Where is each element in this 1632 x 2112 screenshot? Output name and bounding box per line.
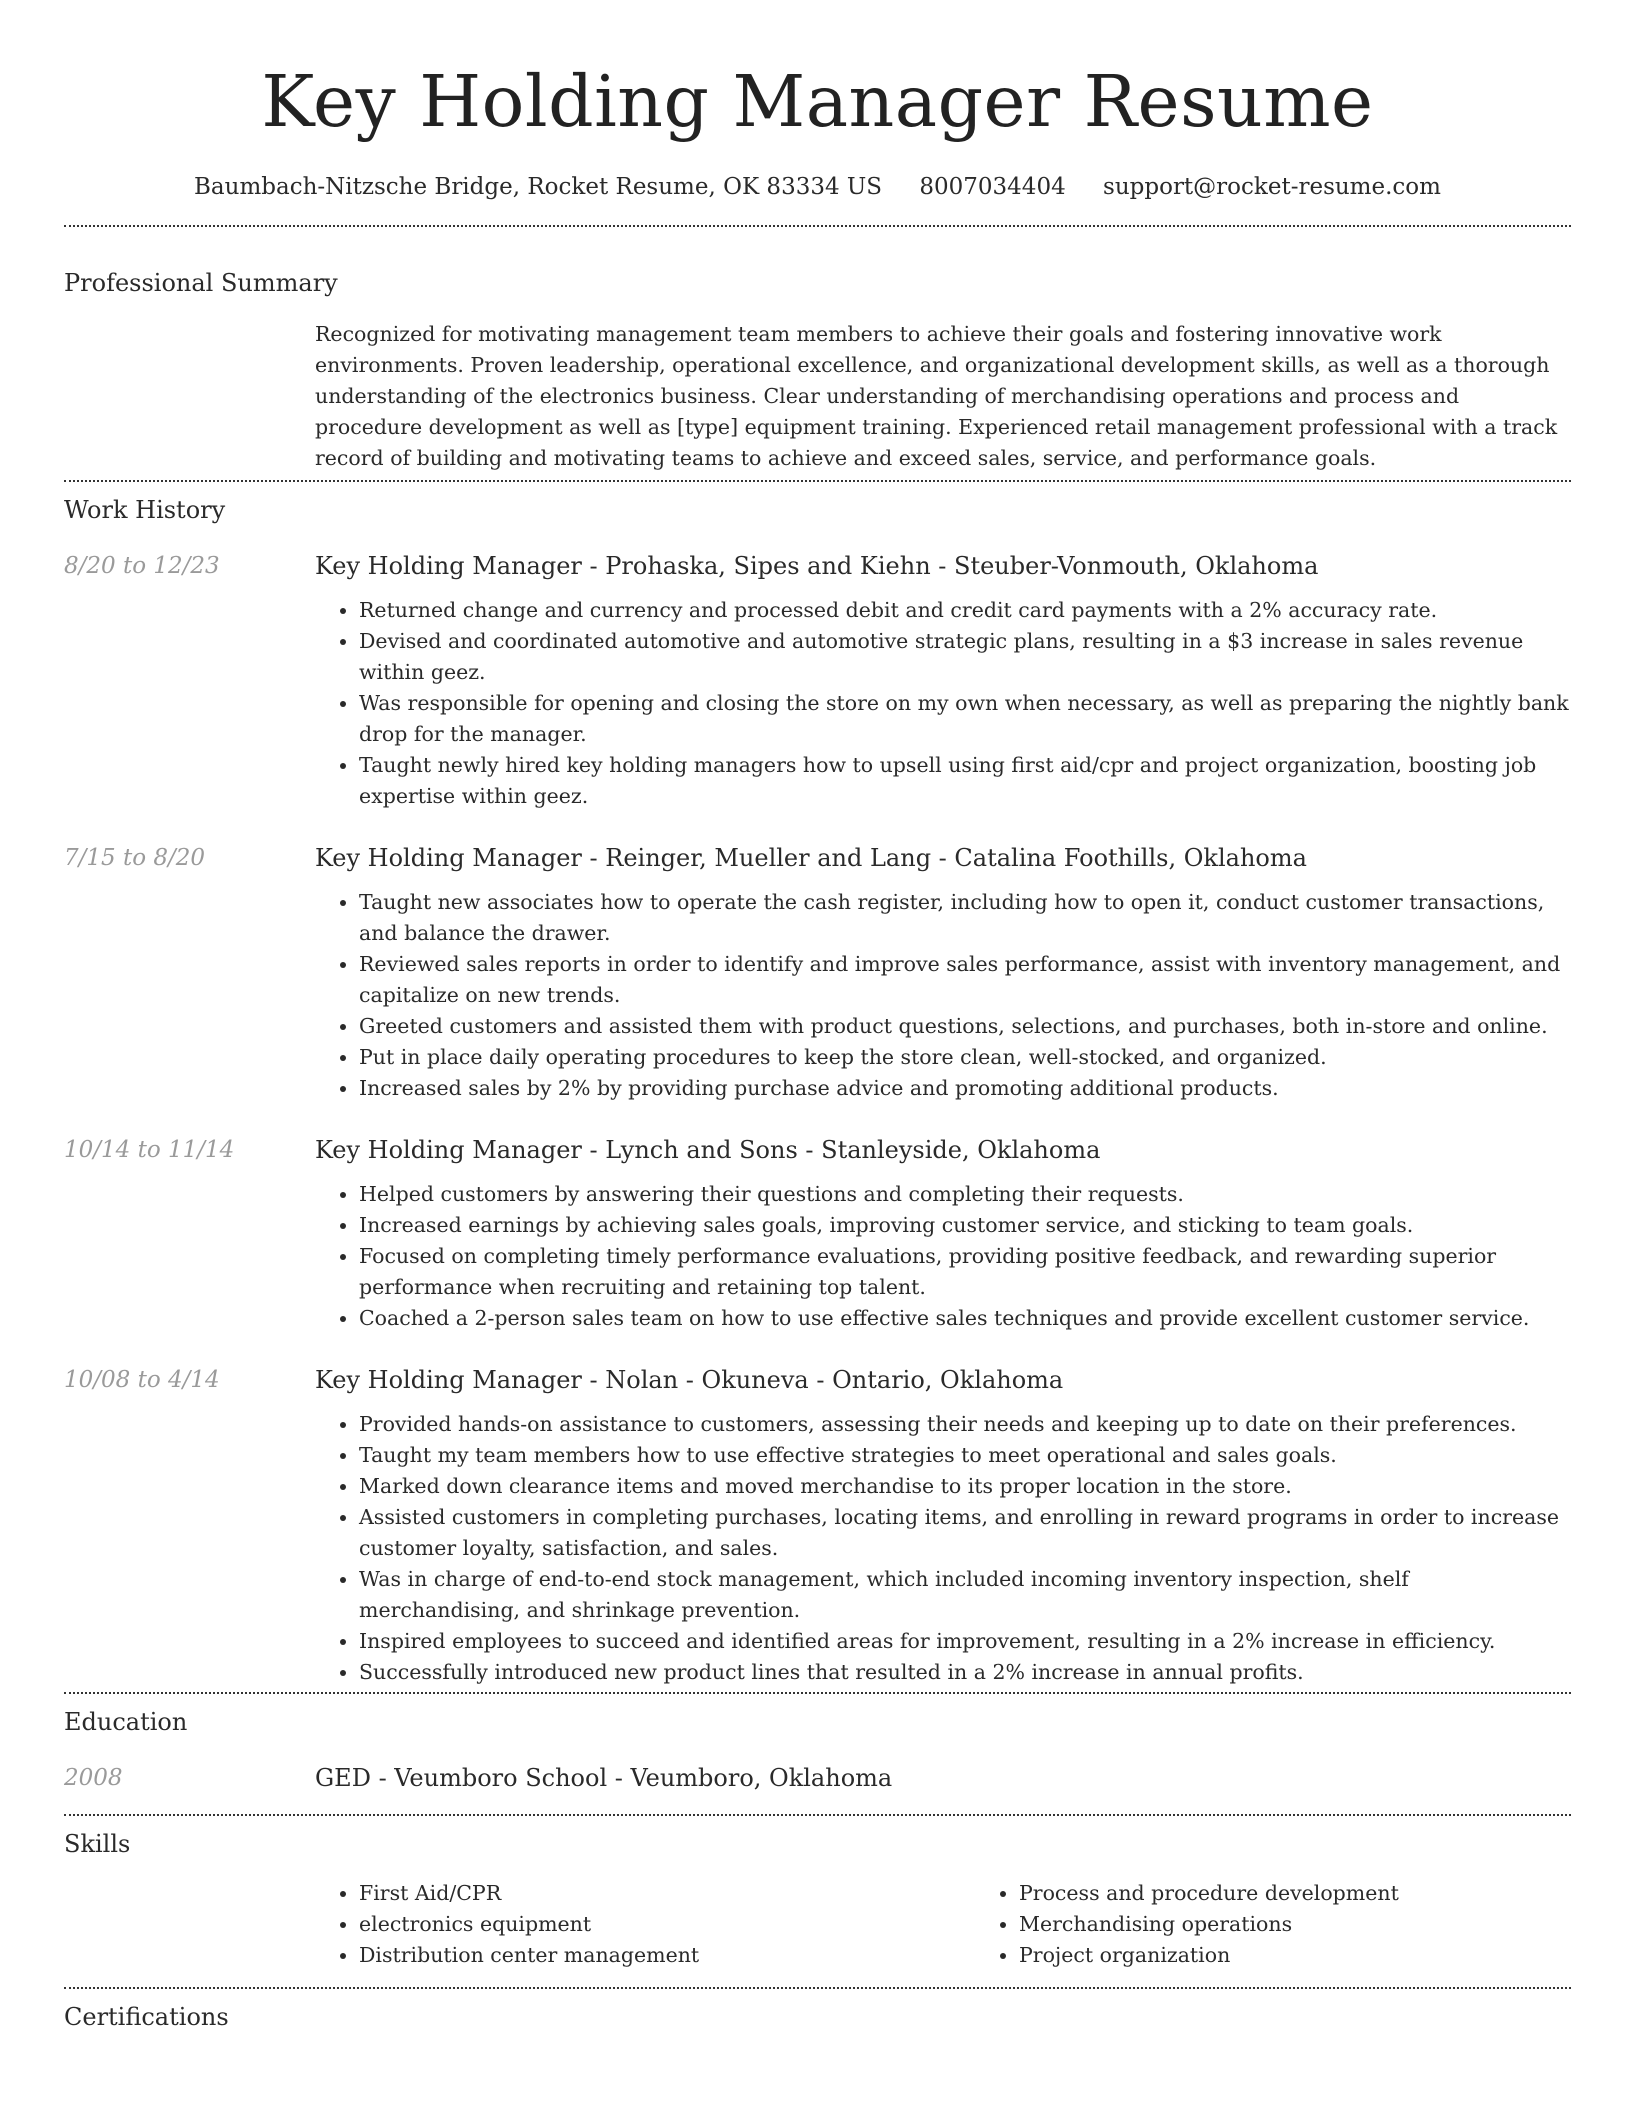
list-item: • Put in place daily operating procedures to keep the store clean, well-stocked, and organized. [359,1042,1571,1073]
summary-heading: Professional Summary [64,269,338,297]
skill-item: • Project organization [1019,1940,1632,1971]
job-bullets [315,595,1571,812]
contact-line [64,171,1571,203]
resume-title: Key Holding Manager Resume [261,60,1374,143]
list-item: • Increased earnings by achieving sales goals, improving customer service, and sticking to team goals. [359,1210,1571,1241]
job-title: Key Holding Manager - Lynch and Sons - Stanleyside, Oklahoma [315,1136,1101,1164]
job-bullets [315,1179,1571,1334]
job-entry [64,550,1571,812]
list-item: • Devised and coordinated automotive and automotive strategic plans, resulting in a $3 increase in sales revenue within geez. [359,626,1571,688]
job-dates: 8/20 to 12/23 [64,553,220,579]
job-entry [64,842,1571,1104]
skill-item: • Process and procedure development [1019,1878,1632,1909]
job-title: Key Holding Manager - Nolan - Okuneva - Ontario, Oklahoma [315,1366,1064,1394]
divider [64,480,1571,482]
job-dates: 10/08 to 4/14 [64,1367,220,1393]
skill-item: • Merchandising operations [1019,1909,1632,1940]
job-bullets [315,1409,1571,1688]
job-dates: 10/14 to 11/14 [64,1137,235,1163]
skill-item: • Distribution center management [359,1940,975,1971]
list-item: • Taught new associates how to operate the cash register, including how to open it, conduct customer transactions, and balance the drawer. [359,887,1571,949]
list-item: • Reviewed sales reports in order to identify and improve sales performance, assist with inventory management, and capitalize on new trends. [359,949,1571,1011]
job-title: Key Holding Manager - Prohaska, Sipes and Kiehn - Steuber-Vonmouth, Oklahoma [315,552,1319,580]
divider [64,1814,1571,1816]
work-history-section [64,493,1571,1688]
education-heading: Education [64,1708,188,1736]
skills-heading: Skills [64,1830,131,1858]
education-title: GED - Veumboro School - Veumboro, Oklahoma [315,1764,893,1792]
skills-list [315,1878,1632,1971]
list-item: • Taught my team members how to use effective strategies to meet operational and sales goals. [359,1440,1571,1471]
job-entry [64,1134,1571,1334]
list-item: • Was responsible for opening and closing the store on my own when necessary, as well as preparing the nightly bank drop for the manager. [359,688,1571,750]
divider [64,1692,1571,1694]
list-item: • Inspired employees to succeed and identified areas for improvement, resulting in a 2% increase in efficiency. [359,1626,1571,1657]
list-item: • Focused on completing timely performance evaluations, providing positive feedback, and rewarding superior performance when recruiting and retaining top talent. [359,1241,1571,1303]
skills-column-right [975,1878,1632,1971]
list-item: • Coached a 2-person sales team on how to use effective sales techniques and provide excellent customer service. [359,1303,1571,1334]
education-entry [64,1762,1571,1794]
contact-email: support@rocket-resume.com [1103,174,1441,200]
list-item: • Taught newly hired key holding managers how to upsell using first aid/cpr and project organization, boosting job expertise within geez. [359,750,1571,812]
skills-column-left [315,1878,975,1971]
list-item: • Was in charge of end-to-end stock management, which included incoming inventory inspection, shelf merchandising, and shrinkage prevention. [359,1564,1571,1626]
list-item: • Helped customers by answering their questions and completing their requests. [359,1179,1571,1210]
list-item: • Successfully introduced new product lines that resulted in a 2% increase in annual profits. [359,1657,1571,1688]
summary-text: Recognized for motivating management team members to achieve their goals and fostering innovative work environments. Proven leadership, operational excellence, and organizational development skills, as well as a thorough understanding of the electronics business. Clear understanding of merchandising operations and process and procedure development as well as [type] equipment training. Experienced retail management professional with a track record of building and motivating teams to achieve and exceed sales, service, and performance goals. [315,322,1558,470]
job-entry [64,1364,1571,1688]
education-year: 2008 [64,1765,123,1791]
certifications-heading: Certifications [64,2003,229,2031]
education-section [64,1705,1571,1794]
list-item: • Marked down clearance items and moved merchandise to its proper location in the store. [359,1471,1571,1502]
contact-address: Baumbach-Nitzsche Bridge, Rocket Resume, OK 83334 US [194,174,883,200]
job-bullets [315,887,1571,1104]
divider [64,225,1571,227]
job-title: Key Holding Manager - Reinger, Mueller and Lang - Catalina Foothills, Oklahoma [315,844,1307,872]
job-dates: 7/15 to 8/20 [64,845,206,871]
list-item: • Assisted customers in completing purchases, locating items, and enrolling in reward programs in order to increase customer loyalty, satisfaction, and sales. [359,1502,1571,1564]
resume-page [64,0,1571,2034]
summary-section [64,266,1571,474]
divider [64,1987,1571,1989]
list-item: • Provided hands-on assistance to customers, assessing their needs and keeping up to date on their preferences. [359,1409,1571,1440]
skills-section [64,1827,1571,1971]
work-history-heading: Work History [64,496,226,524]
list-item: • Greeted customers and assisted them with product questions, selections, and purchases, both in-store and online. [359,1011,1571,1042]
list-item: • Returned change and currency and processed debit and credit card payments with a 2% accuracy rate. [359,595,1571,626]
certifications-section [64,2000,1571,2034]
list-item: • Increased sales by 2% by providing purchase advice and promoting additional products. [359,1073,1571,1104]
skill-item: • electronics equipment [359,1909,975,1940]
contact-phone: 8007034404 [919,174,1066,200]
skill-item: • First Aid/CPR [359,1878,975,1909]
